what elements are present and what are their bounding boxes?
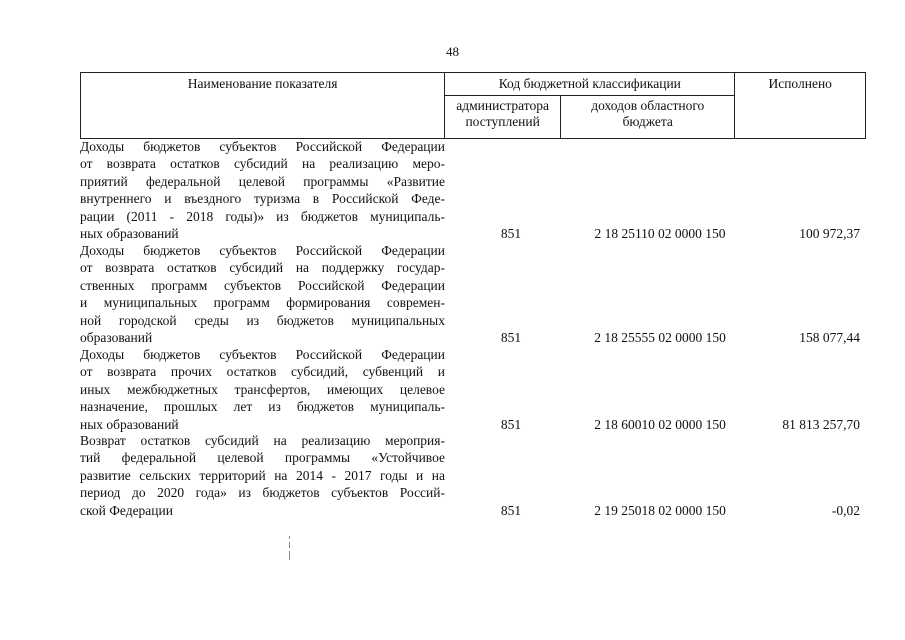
row-name-line: приятий федеральной целевой программы «Развитие (80, 173, 445, 189)
row-name-line: от возврата остатков субсидий на реализацию меро- (80, 156, 445, 172)
row-name (80, 432, 445, 519)
row-name-line: ных образований (80, 226, 179, 242)
row-name-line: Возврат остатков субсидий на реализацию мероприя- (80, 433, 445, 448)
row-name-line: рации (2011 - 2018 годы)» из бюджетов муниципаль- (80, 208, 445, 224)
row-name-line: Доходы бюджетов субъектов Российской Федерации (80, 139, 445, 154)
row-amount: 158 077,44 (799, 330, 860, 346)
header-admin-line1: администратора (456, 98, 550, 113)
header-income-line1: доходов областного (591, 98, 705, 113)
row-name-line: ственных программ субъектов Российской Федерации (80, 277, 445, 293)
row-admin-code: 851 (500, 226, 522, 242)
row-name-line: ных образований (80, 416, 179, 432)
header-admin-line2: поступлений (465, 114, 540, 129)
header-done-cell (735, 73, 866, 139)
row-name-line: иных межбюджетных трансфертов, имеющих целевое (80, 381, 445, 397)
header-code-group: Код бюджетной классификации (498, 76, 681, 91)
row-name-line: от возврата остатков субсидий на поддержку государ- (80, 260, 445, 276)
row-amount: -0,02 (831, 502, 860, 518)
row-name (80, 242, 445, 346)
row-name-line: назначение, прошлых лет из бюджетов муниципаль- (80, 399, 445, 415)
header-name-cell (81, 73, 445, 139)
header-income-cell (561, 96, 735, 139)
row-admin-code: 851 (500, 502, 522, 518)
row-name-line: Доходы бюджетов субъектов Российской Федерации (80, 347, 445, 362)
row-name (80, 346, 445, 433)
header-done: Исполнено (768, 76, 832, 91)
header-admin-cell (445, 96, 561, 139)
row-admin-code: 851 (500, 330, 522, 346)
row-name-line: ной городской среды из бюджетов муниципальных (80, 312, 445, 328)
row-income-code: 2 18 60010 02 0000 150 (594, 416, 726, 432)
row-name-line: и муниципальных программ формирования современ- (80, 295, 445, 311)
header-income-line2: бюджета (622, 114, 673, 129)
row-income-code: 2 18 25110 02 0000 150 (594, 226, 726, 242)
table-row (80, 138, 866, 242)
row-amount: 81 813 257,70 (782, 416, 860, 432)
row-amount: 100 972,37 (799, 226, 860, 242)
row-income-code: 2 19 25018 02 0000 150 (594, 502, 726, 518)
row-name-line: Доходы бюджетов субъектов Российской Федерации (80, 243, 445, 258)
row-income-code: 2 18 25555 02 0000 150 (594, 330, 726, 346)
table-row (80, 242, 866, 346)
row-name-line: внутреннего и въездного туризма в Российской Феде- (80, 191, 445, 207)
table-header (80, 72, 866, 139)
row-name (80, 138, 445, 242)
row-admin-code: 851 (500, 416, 522, 432)
row-name-line: образований (80, 330, 153, 346)
header-code-group-cell (445, 73, 735, 96)
header-name: Наименование показателя (187, 76, 338, 91)
scan-mark (289, 536, 291, 562)
table-row (80, 432, 866, 519)
page-number: 48 (446, 44, 459, 59)
row-name-line: тий федеральной целевой программы «Устойчивое (80, 450, 445, 466)
row-name-line: от возврата прочих остатков субсидий, субвенций и (80, 364, 445, 380)
row-name-line: период до 2020 года» из бюджетов субъектов Россий- (80, 485, 445, 501)
row-name-line: развитие сельских территорий на 2014 - 2017 годы и на (80, 467, 445, 483)
row-name-line: ской Федерации (80, 502, 173, 518)
table-row (80, 346, 866, 433)
